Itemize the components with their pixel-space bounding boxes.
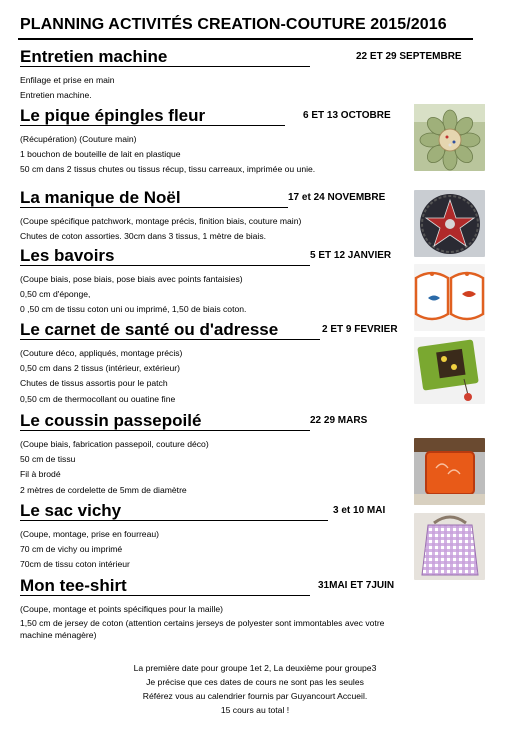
section-title: Le coussin passepoilé (20, 411, 202, 430)
section-line: Entretien machine. (20, 90, 92, 101)
section-line: 70cm de tissu coton intérieur (20, 559, 130, 570)
section-line: Fil à brodé (20, 469, 61, 480)
section-line: (Coupe spécifique patchwork, montage précis, finition biais, couture main) (20, 216, 302, 226)
section-dates: 31MAI ET 7JUIN (318, 580, 395, 591)
section-line: Chutes de coton assorties. 30cm dans 3 tissus, 1 mètre de biais. (20, 231, 267, 242)
health-booklet-photo (414, 337, 485, 404)
section-line: 2 mètres de cordelette de 5mm de diamètre (20, 484, 187, 495)
section-underline (20, 595, 310, 596)
footer-line: La première date pour groupe 1et 2, La deuxième pour groupe3 (133, 663, 377, 673)
title-underline (18, 38, 473, 40)
section-title: La manique de Noël (20, 188, 181, 207)
section-bavoirs (20, 246, 412, 318)
section-underline (20, 339, 320, 340)
section-line: 0 ,50 cm de tissu coton uni ou imprimé, 1,50 de biais coton. (20, 304, 247, 315)
section-dates: 5 ET 12 JANVIER (310, 250, 392, 261)
christmas-potholder-photo (414, 190, 485, 257)
section-line: 70 cm de vichy ou imprimé (20, 544, 123, 555)
section-coussin-passepoile (20, 411, 412, 498)
section-line: (Coupe, montage, prise en fourreau) (20, 529, 160, 539)
section-line: (Coupe, montage et points spécifiques pour la maille) (20, 604, 224, 614)
piped-cushion-photo (414, 438, 485, 505)
section-line: Chutes de tissus assortis pour le patch (20, 378, 168, 389)
section-line: (Couture déco, appliqués, montage précis) (20, 348, 183, 358)
section-entretien-machine (20, 47, 462, 103)
section-dates: 22 ET 29 SEPTEMBRE (356, 51, 462, 62)
section-dates: 22 29 MARS (310, 415, 368, 426)
gingham-bag-photo (414, 513, 485, 580)
pincushion-flower-photo (414, 104, 485, 171)
footer-line: Je précise que ces dates de cours ne sont pas les seules (146, 677, 364, 687)
section-title: Mon tee-shirt (20, 576, 127, 595)
section-line: 0,50 cm de thermocollant ou ouatine fine (20, 393, 176, 404)
section-line: 0,50 cm d'éponge, (20, 289, 91, 300)
section-underline (20, 430, 310, 431)
section-line: (Coupe biais, pose biais, pose biais avec points fantaisies) (20, 274, 243, 284)
section-underline (20, 125, 285, 126)
section-title: Les bavoirs (20, 246, 115, 265)
section-title: Le carnet de santé ou d'adresse (20, 320, 279, 339)
section-manique-noel (20, 188, 412, 244)
section-dates: 3 et 10 MAI (333, 505, 386, 516)
section-sac-vichy (20, 501, 412, 573)
section-carnet-sante (20, 320, 412, 407)
section-title: Entretien machine (20, 47, 168, 66)
section-line: Enfilage et prise en main (20, 75, 115, 85)
section-tee-shirt (20, 576, 412, 641)
section-line: 50 cm dans 2 tissus chutes ou tissus récup, tissu carreaux, imprimée ou unie. (20, 164, 316, 175)
section-line: (Coupe biais, fabrication passepoil, couture déco) (20, 439, 209, 449)
footer-notes (20, 661, 490, 717)
section-dates: 6 ET 13 OCTOBRE (303, 110, 391, 121)
footer-line: Référez vous au calendrier fournis par Guyancourt Accueil. (142, 691, 368, 701)
page-title: PLANNING ACTIVITÉS CREATION-COUTURE 2015/2016 (20, 16, 447, 33)
section-title: Le sac vichy (20, 501, 122, 520)
section-underline (20, 66, 310, 67)
section-line: 50 cm de tissu (20, 454, 76, 465)
bibs-photo (414, 264, 485, 331)
section-title: Le pique épingles fleur (20, 106, 206, 125)
section-dates: 17 et 24 NOVEMBRE (288, 192, 386, 203)
footer-line: 15 cours au total ! (220, 705, 290, 715)
section-underline (20, 207, 288, 208)
section-dates: 2 ET 9 FEVRIER (322, 324, 398, 335)
section-line: 1 bouchon de bouteille de lait en plastique (20, 149, 181, 160)
section-pique-epingles (20, 106, 412, 178)
section-underline (20, 520, 328, 521)
section-line: 1,50 cm de jersey de coton (attention certains jerseys de polyester sont immontables avec votre machine ménagère) (20, 618, 385, 641)
section-line: 0,50 cm dans 2 tissus (intérieur, extérieur) (20, 363, 181, 374)
section-underline (20, 265, 310, 266)
section-line: (Récupération) (Couture main) (20, 134, 137, 144)
